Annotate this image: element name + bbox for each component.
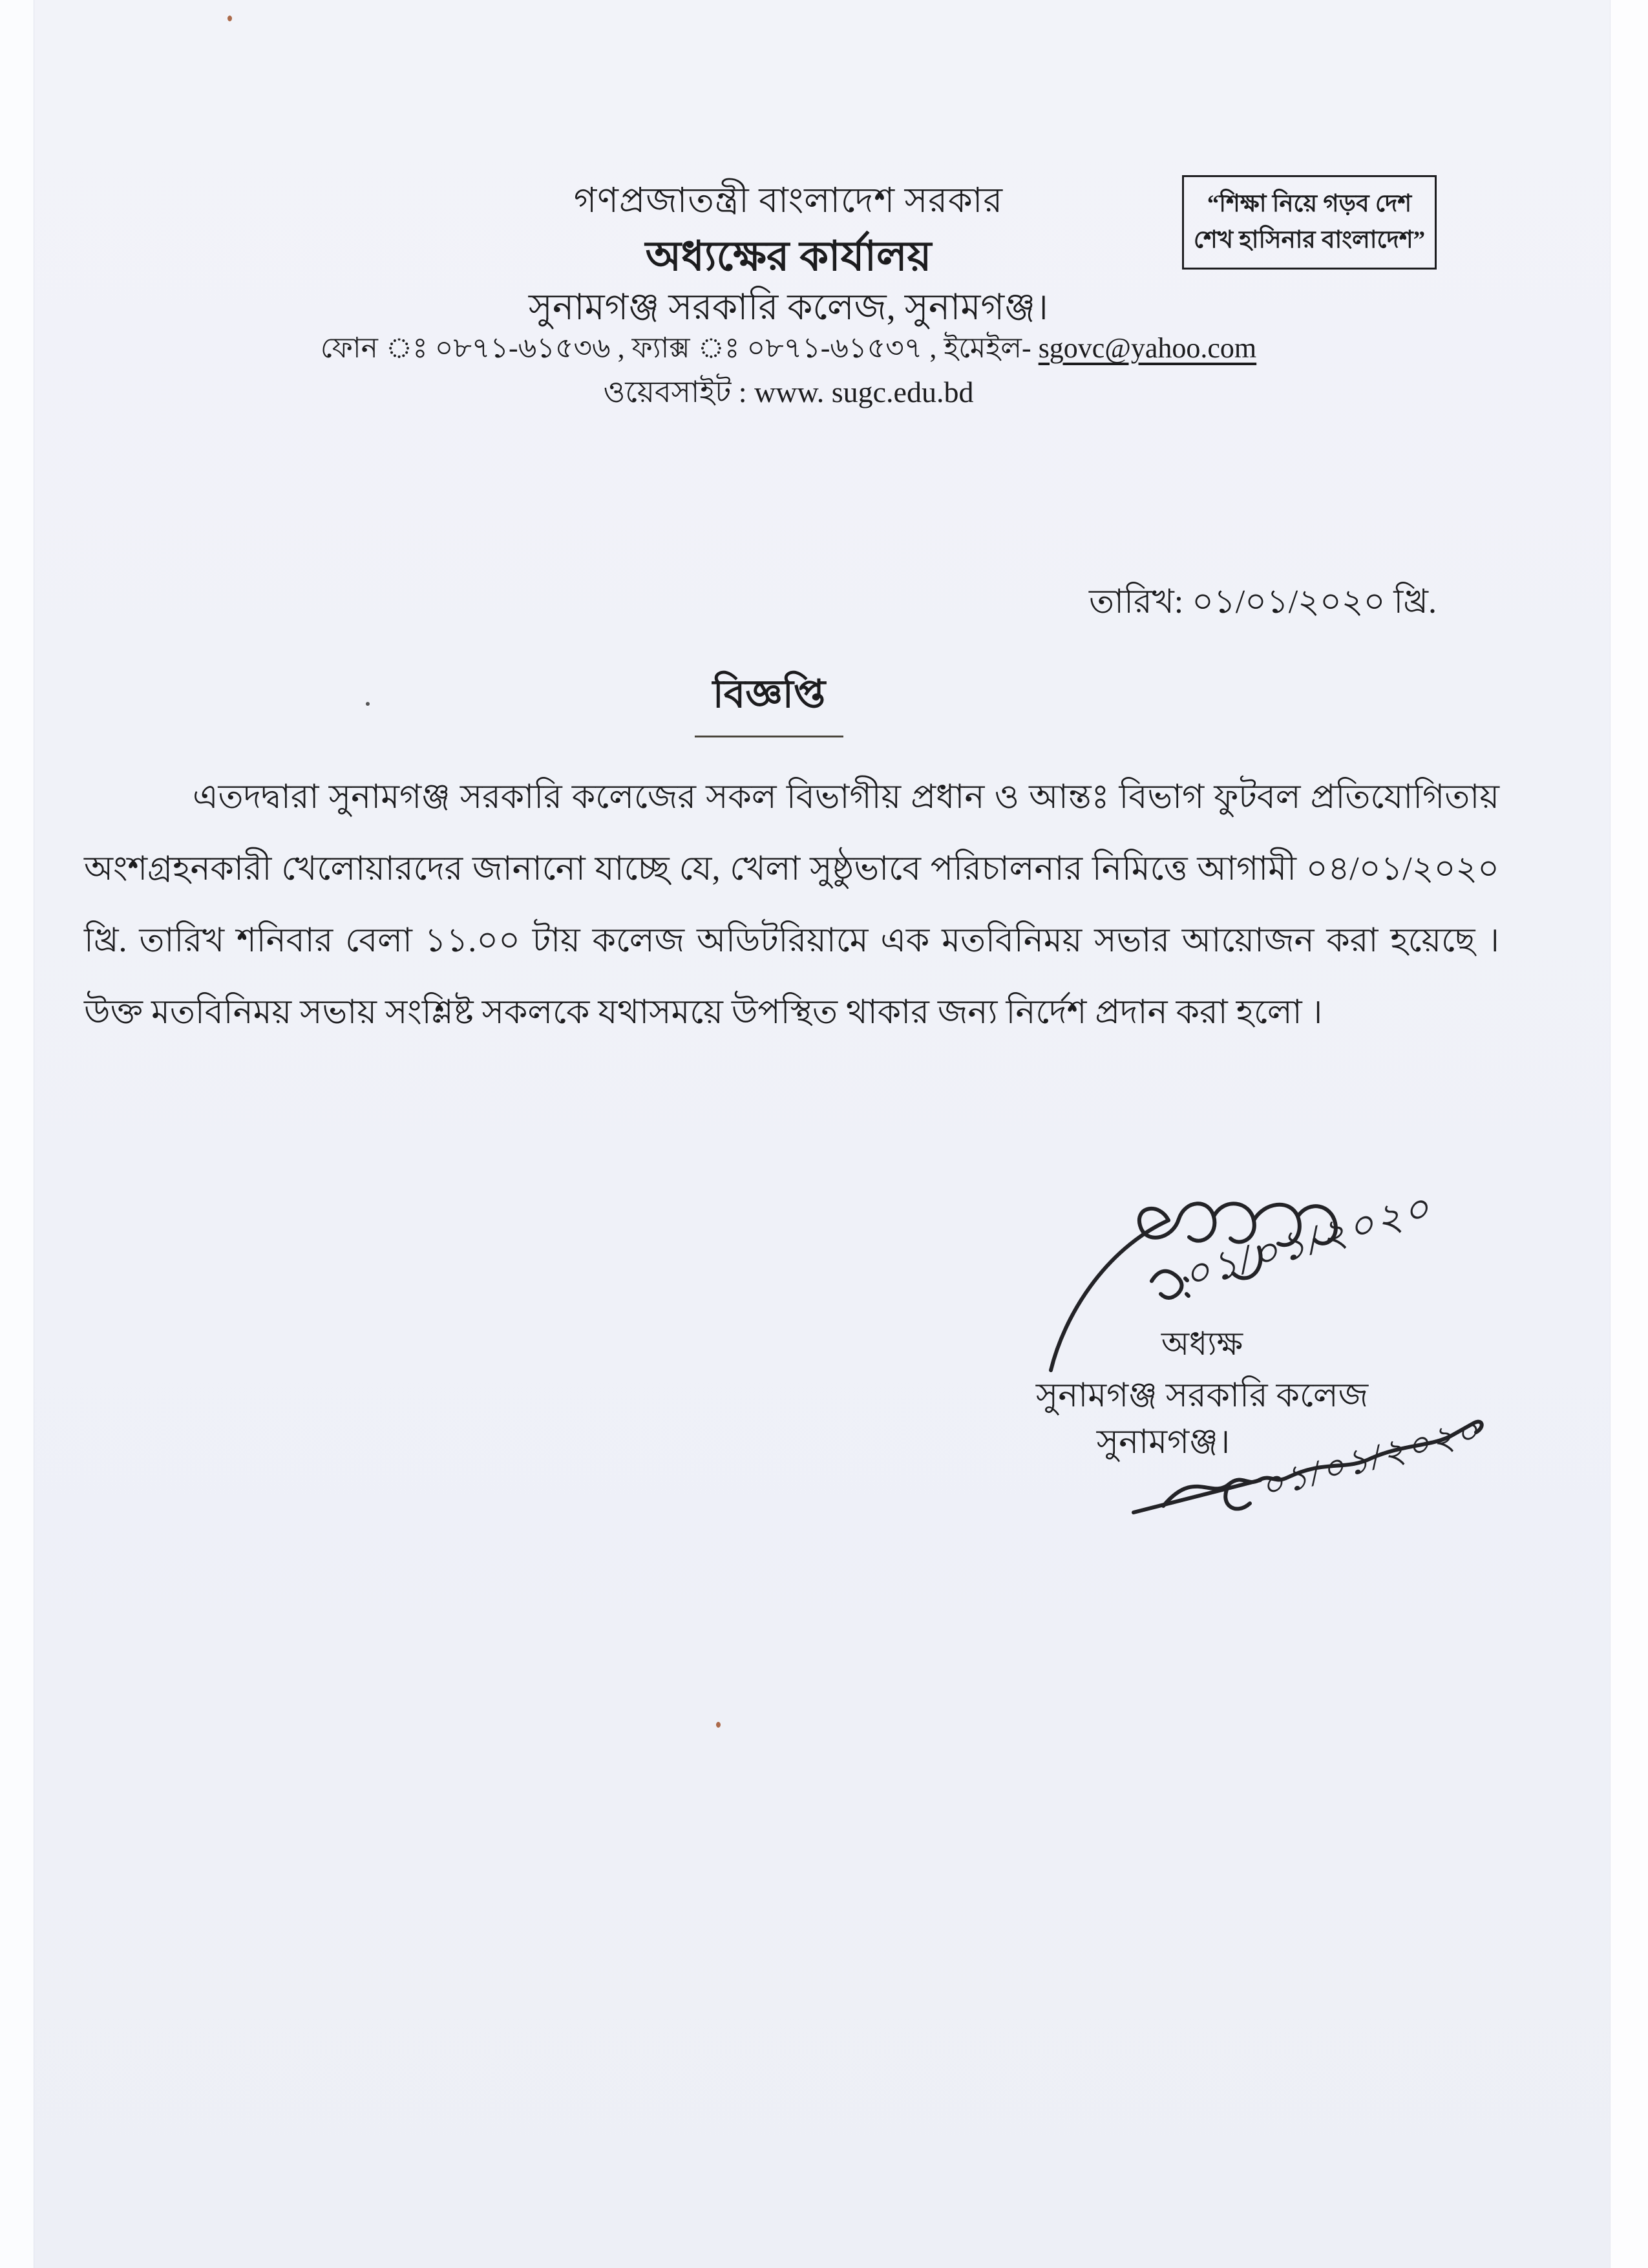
signature-organization: সুনামগঞ্জ সরকারি কলেজ (1035, 1377, 1369, 1414)
handwritten-date-bottom: ০১/০১/২০২০ (1256, 1410, 1486, 1507)
signature-designation: অধ্যক্ষ (1161, 1326, 1243, 1362)
header-website-line (142, 370, 1435, 419)
header-office-line: অধ্যক্ষের কার্যালয় (645, 233, 932, 279)
dust-speck (716, 1722, 721, 1728)
slogan-line-2: শেখ হাসিনার বাংলাদেশ” (1193, 227, 1426, 253)
email-text: sgovc@yahoo.com (1038, 332, 1257, 364)
signature-place: সুনামগঞ্জ। (1096, 1424, 1231, 1461)
date-line: তারিখ: ০১/০১/২০২০ খ্রি. (1089, 584, 1437, 620)
phone-fax-email-text: ফোন ঃ ০৮৭১-৬১৫৩৬ , ফ্যাক্স ঃ ০৮৭১-৬১৫৩৭ , ইমেইল- (320, 332, 1039, 364)
website-label: ওয়েবসাইট : (603, 376, 755, 408)
header-contact-line (142, 326, 1435, 374)
slogan-line-1: “শিক্ষা নিয়ে গড়ব দেশ (1207, 191, 1412, 217)
website-text: www. sugc.edu.bd (754, 376, 974, 408)
dust-speck (366, 702, 370, 706)
dust-speck (227, 16, 232, 21)
header-government-line: গণপ্রজাতন্ত্রী বাংলাদেশ সরকার (573, 181, 1004, 220)
notice-body: এতদদ্বারা সুনামগঞ্জ সরকারি কলেজের সকল বিভাগীয় প্রধান ও আন্তঃ বিভাগ ফুটবল প্রতিযোগিতায় অংশগ্রহনকারী খেলোয়ারদের জানানো যাচ্ছে যে, খেলা সুষ্ঠুভাবে পরিচালনার নিমিত্তে আগামী ০৪/০১/২০২০ খ্রি. তারিখ শনিবার বেলা ১১.০০ টায় কলেজ অডিটরিয়ামে এক মতবিনিময় সভার আয়োজন করা হয়েছে । উক্ত মতবিনিময় সভায় সংশ্লিষ্ট সকলকে যথাসময়ে উপস্থিত থাকার জন্য নির্দেশ প্রদান করা হলো । (84, 779, 1499, 1031)
notice-title: বিজ্ঞপ্তি (695, 664, 843, 737)
handwritten-date-top: ০১/০১/২০২০ (1178, 1185, 1437, 1298)
slogan-box (1182, 175, 1437, 270)
header-college-line: সুনামগঞ্জ সরকারি কলেজ, সুনামগঞ্জ। (528, 288, 1049, 328)
